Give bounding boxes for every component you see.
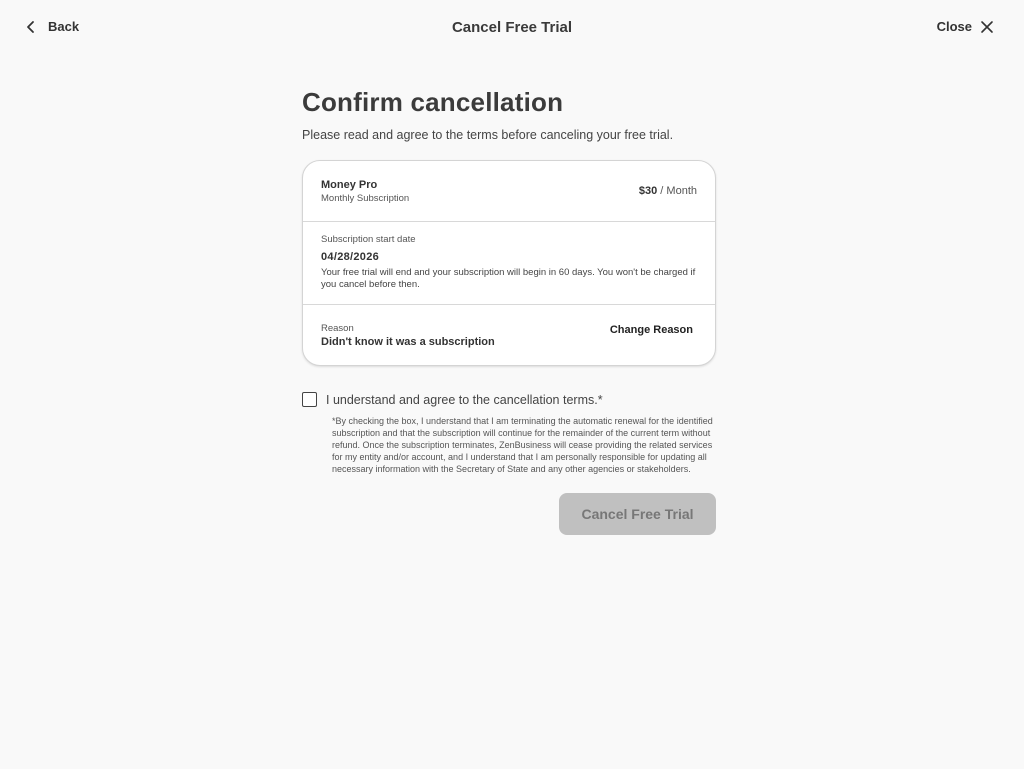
plan-type: Monthly Subscription (321, 192, 410, 204)
plan-price (639, 185, 697, 197)
trial-note: Your free trial will end and your subscription will begin in 60 days. You won't be charged if you cancel before then. (321, 267, 696, 290)
agree-checkbox[interactable] (302, 392, 317, 407)
confirm-cancellation-panel (302, 86, 716, 535)
back-label: Back (48, 19, 80, 34)
subheading: Please read and agree to the terms before canceling your free trial. (302, 128, 674, 142)
reason-value: Didn't know it was a subscription (321, 335, 495, 348)
price-amount: $30 (638, 185, 658, 197)
start-date-section (303, 222, 715, 305)
reason-label: Reason (321, 322, 354, 334)
action-row (302, 493, 716, 535)
top-bar (0, 0, 1024, 58)
cancel-free-trial-button[interactable]: Cancel Free Trial (559, 493, 716, 535)
close-icon (980, 20, 994, 34)
agree-row (302, 392, 716, 407)
close-button[interactable] (937, 19, 994, 34)
plan-section (303, 161, 715, 222)
heading: Confirm cancellation (302, 87, 564, 117)
subscription-card (302, 160, 716, 366)
close-label: Close (936, 19, 972, 34)
start-date-label: Subscription start date (321, 234, 416, 245)
start-date-value: 04/28/2026 (321, 251, 380, 263)
terms-fine-print: *By checking the box, I understand that I am terminating the automatic renewal for the identified subscription and that the subscription will continue for the remainder of the current term without refund. Once the subscription terminates, ZenBusiness will cease providing the related services for my entity and/or account, and I understand that I am personally responsible for updating all necessary information with the Secretary of State and any other agencies or stakeholders. (332, 416, 713, 474)
page-title: Cancel Free Trial (451, 19, 573, 36)
agree-label: I understand and agree to the cancellation terms.* (326, 392, 603, 407)
reason-section (303, 305, 715, 365)
price-period: / Month (657, 185, 697, 197)
plan-name: Money Pro (321, 178, 378, 191)
change-reason-button[interactable]: Change Reason (609, 324, 693, 336)
